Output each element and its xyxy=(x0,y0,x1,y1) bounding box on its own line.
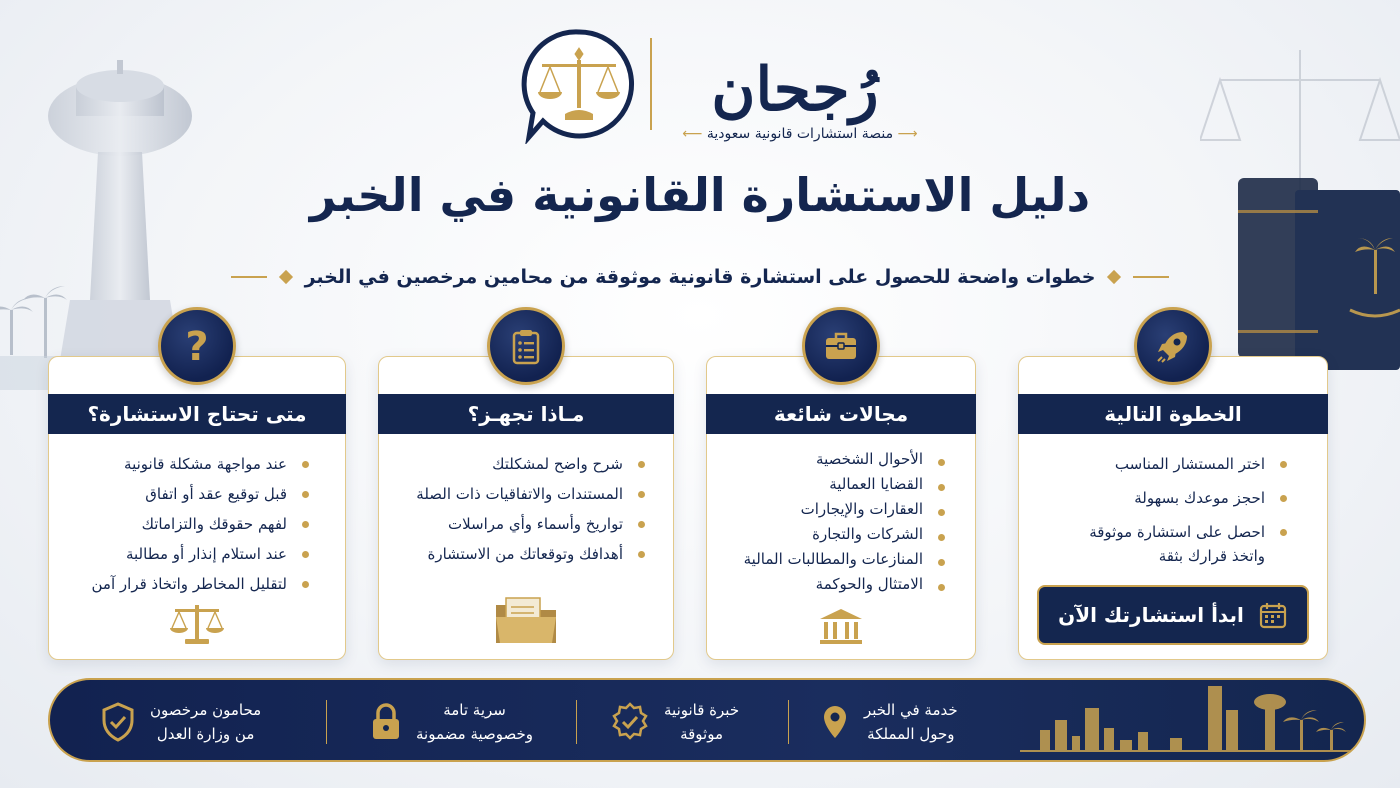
list-item: المنازعات والمطالبات المالية xyxy=(744,547,945,572)
card-what-to-prepare xyxy=(378,356,674,660)
brand-logo xyxy=(520,26,920,146)
list-item: لتقليل المخاطر واتخاذ قرار آمن xyxy=(92,569,309,599)
list-item: العقارات والإيجارات xyxy=(744,497,945,522)
card-next-step xyxy=(1018,356,1328,660)
logo-emblem-icon xyxy=(520,26,638,144)
card-badge xyxy=(158,307,236,385)
card-list xyxy=(744,447,945,597)
feature-line1: سرية تامة xyxy=(443,701,506,719)
card-badge xyxy=(1134,307,1212,385)
feature-divider xyxy=(326,700,327,744)
skyline-illustration xyxy=(1010,680,1366,762)
diamond-icon xyxy=(279,270,293,284)
feature-text xyxy=(864,698,958,746)
list-item: اختر المستشار المناسب xyxy=(1089,449,1287,479)
feature-line1: محامون مرخصون xyxy=(150,701,262,719)
verified-badge-icon xyxy=(610,702,650,742)
card-title: الخطوة التالية xyxy=(1018,394,1328,434)
shield-check-icon xyxy=(100,702,136,742)
list-item-continuation: واتخذ قرارك بثقة xyxy=(1158,547,1265,565)
brand-name: رُجحان xyxy=(711,55,879,125)
list-item: الامتثال والحوكمة xyxy=(744,572,945,597)
location-pin-icon xyxy=(820,704,850,740)
logo-divider xyxy=(650,38,652,130)
feature-service-area xyxy=(820,680,958,762)
clipboard-icon xyxy=(506,326,546,366)
feature-expertise xyxy=(610,680,739,762)
feature-text xyxy=(416,698,533,746)
list-item: عند استلام إنذار أو مطالبة xyxy=(92,539,309,569)
brand-tagline: ⟶ منصة استشارات قانونية سعودية ⟵ xyxy=(682,126,918,142)
subtitle-line-left xyxy=(231,276,267,278)
start-consultation-button[interactable] xyxy=(1037,585,1309,645)
scales-icon xyxy=(167,601,227,647)
feature-line2: وخصوصية مضمونة xyxy=(416,725,534,743)
question-icon xyxy=(177,324,217,368)
feature-line2: من وزارة العدل xyxy=(156,725,255,743)
feature-divider xyxy=(788,700,789,744)
list-item: احصل على استشارة موثوقة xyxy=(1089,517,1287,547)
card-list xyxy=(1089,449,1287,547)
list-item: المستندات والاتفاقيات ذات الصلة xyxy=(416,479,645,509)
feature-text xyxy=(150,698,261,746)
subtitle-row xyxy=(0,262,1400,292)
card-title: مـاذا تجهـز؟ xyxy=(378,394,674,434)
features-bar xyxy=(48,678,1366,762)
lock-icon xyxy=(370,703,402,741)
list-item: احجز موعدك بسهولة xyxy=(1089,483,1287,513)
card-badge xyxy=(802,307,880,385)
feature-text xyxy=(664,698,739,746)
courthouse-icon xyxy=(816,607,866,647)
list-item: تواريخ وأسماء وأي مراسلات xyxy=(416,509,645,539)
subtitle-line-right xyxy=(1133,276,1169,278)
feature-licensed-lawyers xyxy=(100,680,261,762)
card-list xyxy=(92,449,309,599)
list-item: شرح واضح لمشكلتك xyxy=(416,449,645,479)
brand-tagline-text: منصة استشارات قانونية سعودية xyxy=(706,126,894,142)
card-title: مجالات شائعة xyxy=(706,394,976,434)
card-when-needed xyxy=(48,324,346,660)
briefcase-icon xyxy=(821,326,861,366)
list-item: قبل توقيع عقد أو اتفاق xyxy=(92,479,309,509)
feature-line2: وحول المملكة xyxy=(867,725,955,743)
list-item: لفهم حقوقك والتزاماتك xyxy=(92,509,309,539)
card-title: متى تحتاج الاستشارة؟ xyxy=(48,394,346,434)
feature-line1: خدمة في الخبر xyxy=(864,701,958,719)
list-item: الأحوال الشخصية xyxy=(744,447,945,472)
list-item: الشركات والتجارة xyxy=(744,522,945,547)
svg-text:?: ? xyxy=(185,324,209,368)
feature-line1: خبرة قانونية xyxy=(664,701,740,719)
cta-label: ابدأ استشارتك الآن xyxy=(1058,603,1244,627)
list-item: عند مواجهة مشكلة قانونية xyxy=(92,449,309,479)
feature-confidentiality xyxy=(370,680,533,762)
rocket-icon xyxy=(1153,326,1193,366)
list-item: أهدافك وتوقعاتك من الاستشارة xyxy=(416,539,645,569)
feature-divider xyxy=(576,700,577,744)
page-subtitle: خطوات واضحة للحصول على استشارة قانونية موثوقة من محامين مرخصين في الخبر xyxy=(304,266,1096,288)
feature-line2: موثوقة xyxy=(680,725,724,743)
card-common-areas xyxy=(706,356,976,660)
diamond-icon xyxy=(1107,270,1121,284)
card-badge xyxy=(487,307,565,385)
folder-icon xyxy=(492,595,560,647)
calendar-icon xyxy=(1258,600,1288,630)
page-title: دليل الاستشارة القانونية في الخبر xyxy=(309,168,1091,222)
card-list xyxy=(416,449,645,569)
list-item: القضايا العمالية xyxy=(744,472,945,497)
